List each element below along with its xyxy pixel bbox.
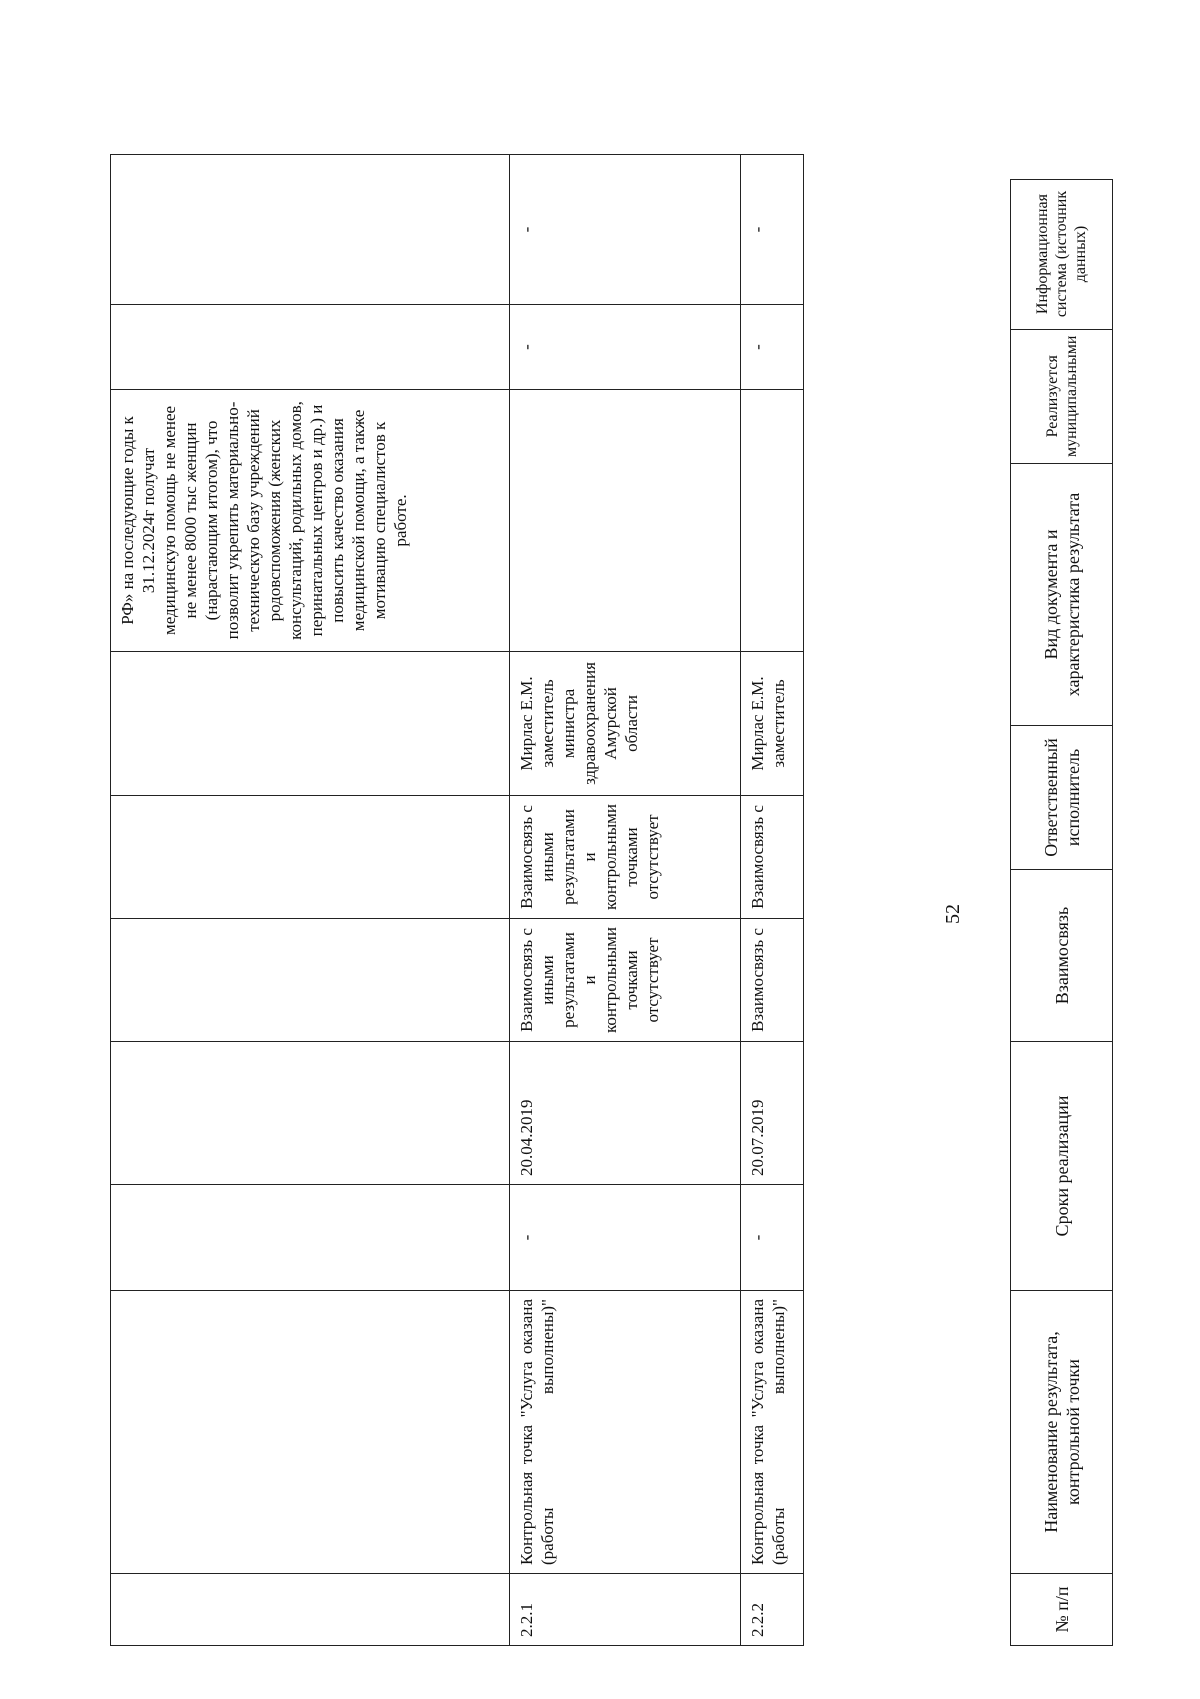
info-system: - <box>741 154 804 304</box>
table-row <box>510 154 741 1645</box>
header-document: Вид документа и характеристика результата <box>1011 464 1113 726</box>
cell-empty <box>111 1291 510 1574</box>
cell-empty <box>111 795 510 918</box>
cell-empty <box>111 1574 510 1646</box>
plan-table <box>110 154 804 1646</box>
table-row <box>111 154 510 1645</box>
municipal-flag: - <box>510 304 741 389</box>
info-system: - <box>510 154 741 304</box>
table-row <box>741 154 804 1645</box>
link-previous: Взаимосвязь с иными результатами и контрольными точками отсутствует <box>510 918 741 1041</box>
header-name: Наименование результата, контрольной точки <box>1011 1291 1113 1574</box>
row-number: 2.2.2 <box>741 1574 804 1646</box>
cell-empty <box>111 154 510 304</box>
cell-empty <box>111 651 510 795</box>
header-terms: Сроки реализации <box>1011 1042 1113 1291</box>
end-date: 20.07.2019 <box>741 1042 804 1185</box>
cell-empty <box>111 918 510 1041</box>
header-municipal: Реализуется муниципальными <box>1011 329 1113 463</box>
municipal-flag: - <box>741 304 804 389</box>
cell-empty <box>111 304 510 389</box>
document-type <box>741 389 804 651</box>
document-type <box>510 389 741 651</box>
checkpoint-name: Контрольная точка "Услуга оказана (работы выполнены)" <box>510 1291 741 1574</box>
checkpoint-name: Контрольная точка "Услуга оказана (работы выполнены)" <box>741 1291 804 1574</box>
responsible-person: Мирлас Е.М. заместитель <box>741 651 804 795</box>
link-next: Взаимосвязь с иными результатами и контрольными точками отсутствует <box>510 795 741 918</box>
link-next: Взаимосвязь с <box>741 795 804 918</box>
cell-empty <box>111 1042 510 1185</box>
end-date: 20.04.2019 <box>510 1042 741 1185</box>
result-description: РФ» на последующие годы к 31.12.2024г получат медицинскую помощь не менее не менее 8000 тыс женщин (нарастающим итогом), что позволит укрепить материально-техническую базу учреждений родовспоможения (женских консультаций, родильных домов, перинатальных центров и др.) и повысить качество оказания медицинской помощи, а также мотивацию специалистов к работе. <box>111 389 510 651</box>
header-info-system: Информационная система (источник данных) <box>1011 179 1113 329</box>
start-date: - <box>741 1185 804 1291</box>
link-previous: Взаимосвязь с <box>741 918 804 1041</box>
header-responsible: Ответственный исполнитель <box>1011 726 1113 870</box>
responsible-person: Мирлас Е.М. заместитель министра здравоохранения Амурской области <box>510 651 741 795</box>
header-number: № п/п <box>1011 1574 1113 1646</box>
header-row <box>1011 179 1113 1645</box>
repeated-header <box>1010 179 1113 1646</box>
start-date: - <box>510 1185 741 1291</box>
header-link: Взаимосвязь <box>1011 870 1113 1042</box>
cell-empty <box>111 1185 510 1291</box>
page-number: 52 <box>942 904 964 924</box>
row-number: 2.2.1 <box>510 1574 741 1646</box>
